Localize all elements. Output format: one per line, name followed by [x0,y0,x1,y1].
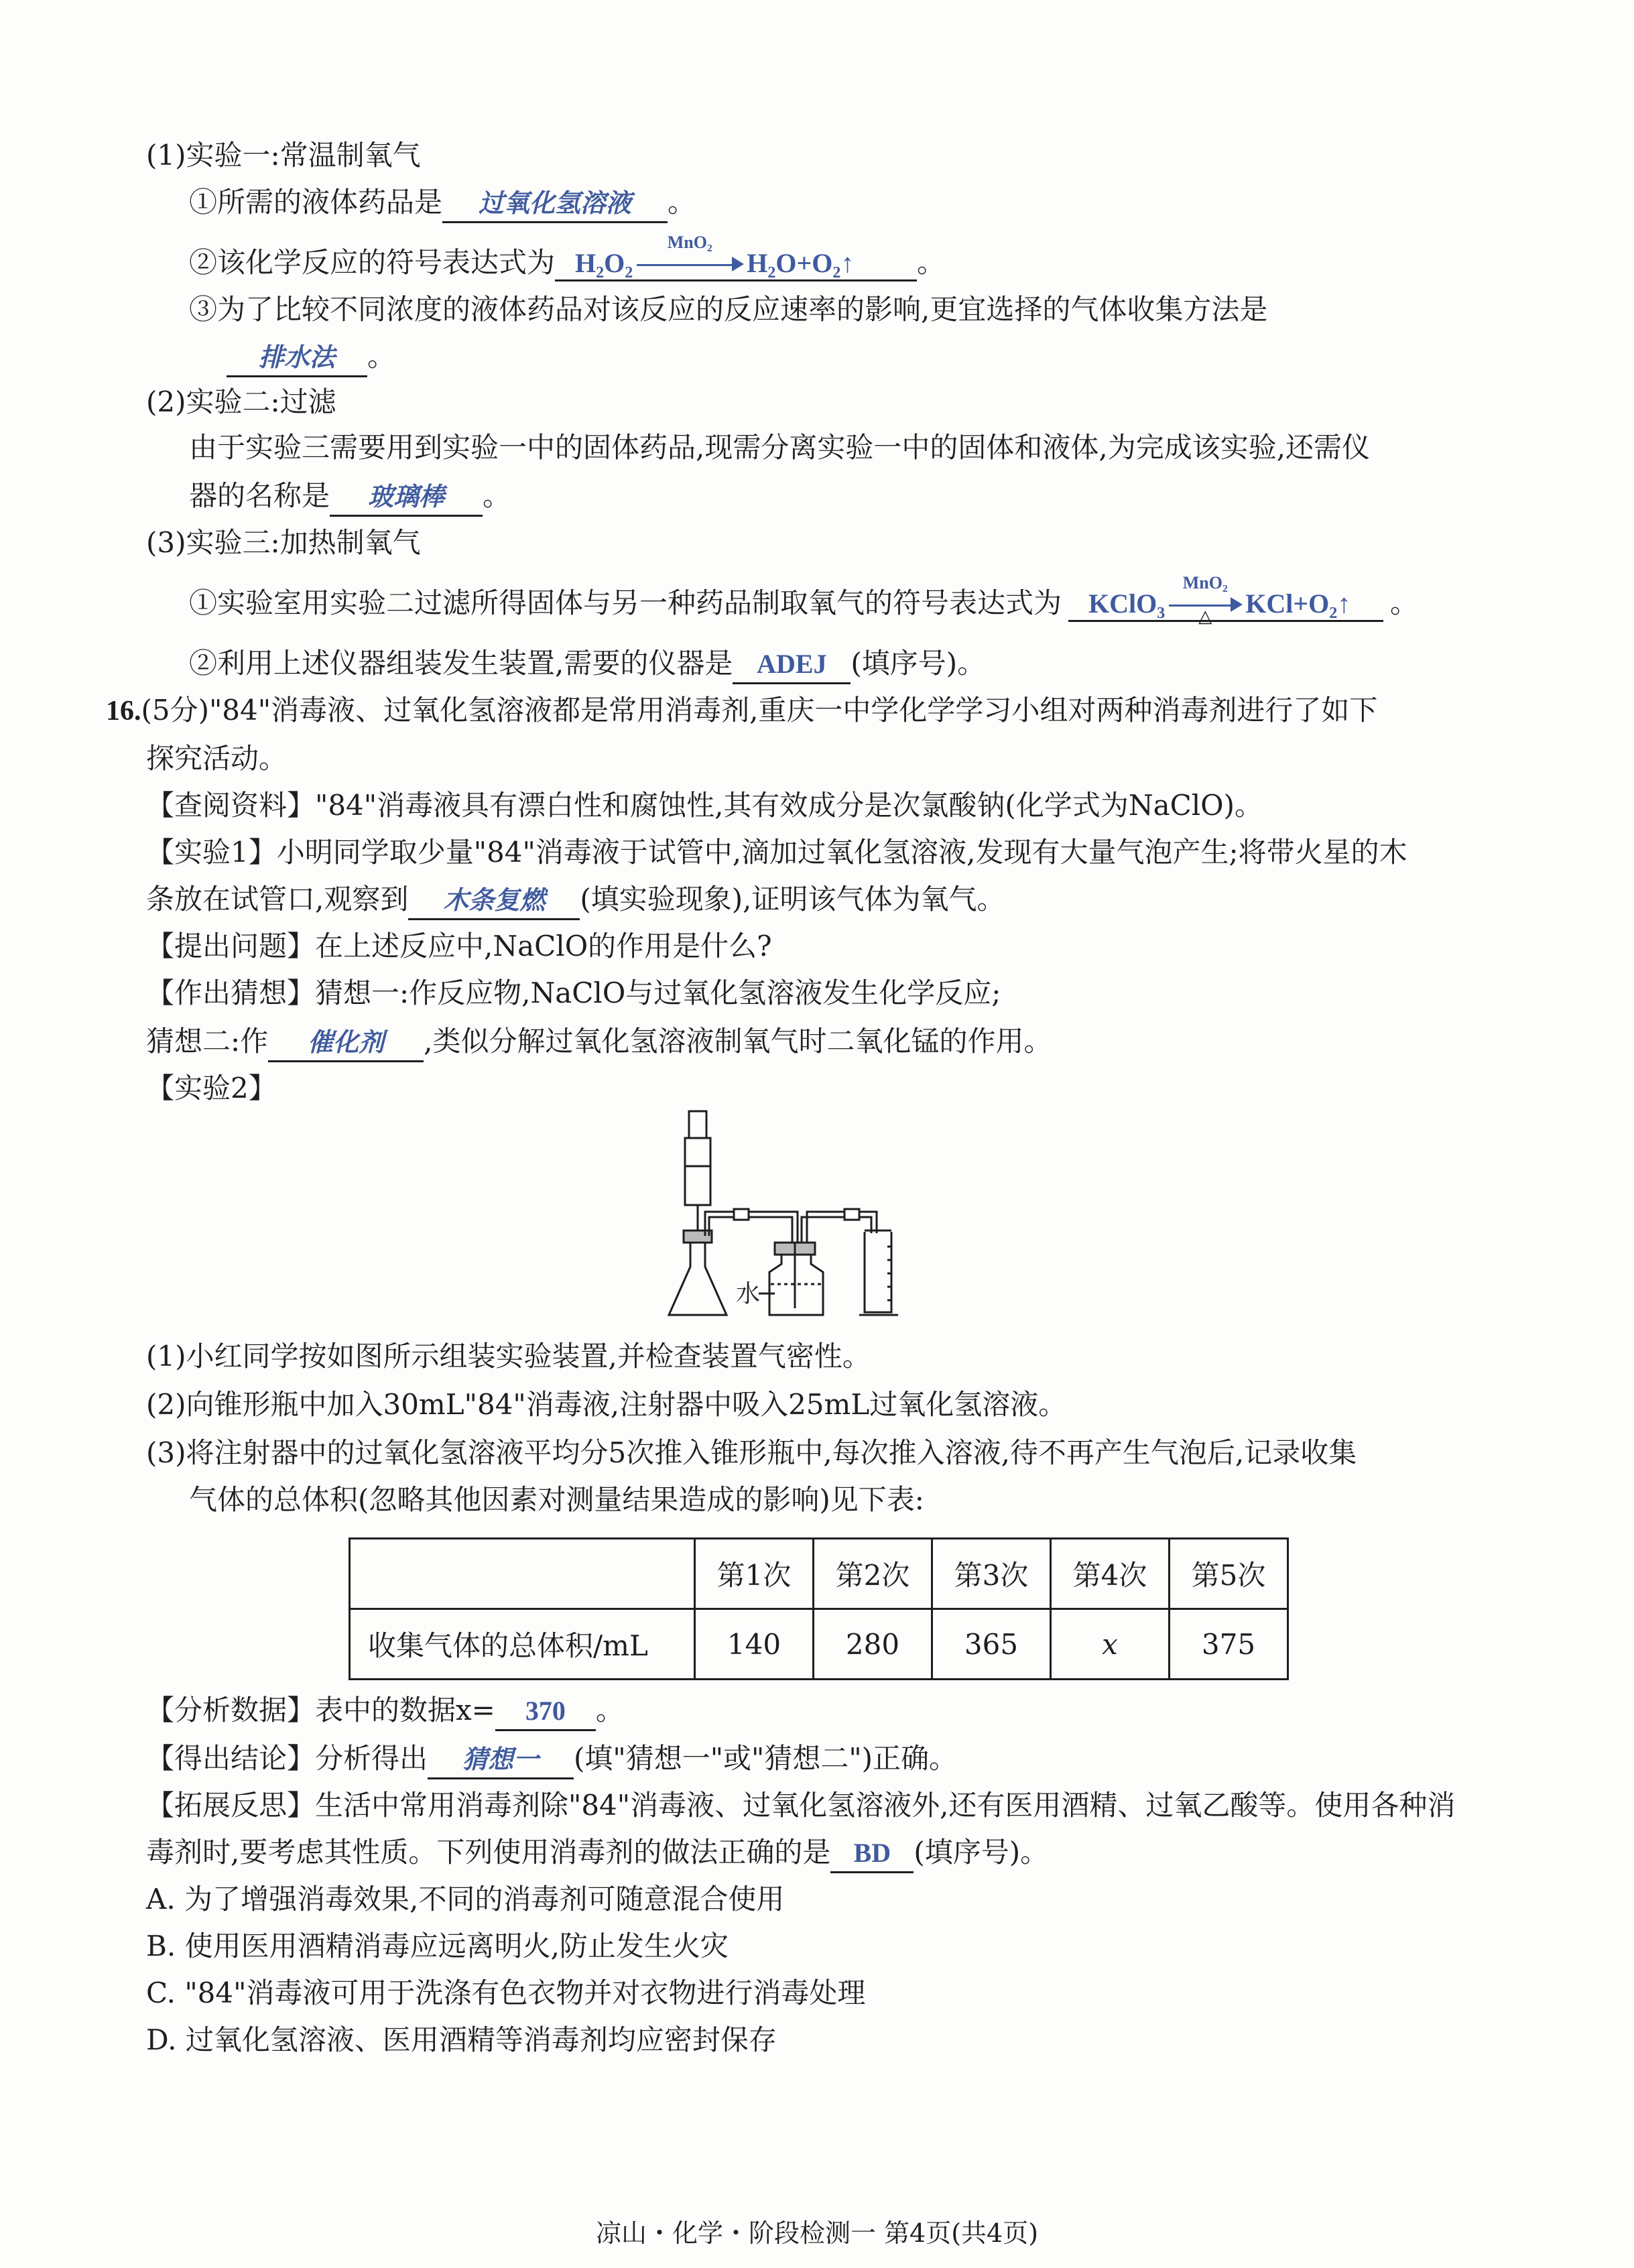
table-header-cell: 第3次 [932,1539,1051,1609]
q16-reference: 【查阅资料】"84"消毒液具有漂白性和腐蚀性,其有效成分是次氯酸钠(化学式为NaClO)。 [146,789,1263,822]
exp3-q1-equation [1068,573,1383,626]
table-header-cell: 第2次 [814,1539,932,1609]
table-cell: 375 [1170,1609,1288,1680]
period: 。 [1390,586,1419,619]
q16-reflect1: 【拓展反思】生活中常用消毒剂除"84"消毒液、过氧化氢溶液外,还有医用酒精、过氧乙酸等。使用各种消 [146,1789,1456,1822]
q16-exp1-b [146,881,1005,920]
q16-hypothesis1: 【作出猜想】猜想一:作反应物,NaClO与过氧化氢溶液发生化学反应; [146,976,1001,1009]
option-d: D. 过氧化氢溶液、医用酒精等消毒剂均应密封保存 [146,2023,777,2056]
exp2-text1: 由于实验三需要用到实验一中的固体药品,现需分离实验一中的固体和液体,为完成该实验,还需仪 [189,431,1371,464]
flask-stopper [684,1231,712,1243]
q16-step2: (2)向锥形瓶中加入30mL"84"消毒液,注射器中吸入25mL过氧化氢溶液。 [146,1388,1067,1421]
q16-hyp2-tail: ,类似分解过氧化氢溶液制氧气时二氧化锰的作用。 [424,1025,1052,1058]
q16-hypothesis2 [146,1023,1052,1062]
conical-flask [669,1243,727,1315]
q16-step1: (1)小红同学按如图所示组装实验装置,并检查装置气密性。 [146,1340,871,1373]
period: 。 [668,186,696,218]
table-header-cell [350,1539,695,1609]
table-row [350,1609,1288,1680]
exp1-title: (1)实验一:常温制氧气 [146,139,421,172]
gas-volume-table [349,1537,1289,1680]
option-c: C. "84"消毒液可用于洗涤有色衣物并对衣物进行消毒处理 [146,1976,866,2009]
exp3-q2-text: ②利用上述仪器组装发生装置,需要的仪器是 [189,647,733,680]
q16-reflect2-answer: BD [830,1834,914,1873]
period: 。 [917,246,946,279]
exp1-q3-answer-line [227,338,395,377]
table-header-row [350,1539,1288,1609]
exp3-q1 [189,573,1419,626]
exp3-q2-answer: ADEJ [733,645,851,684]
q16-intro2: 探究活动。 [146,742,288,775]
q16-reflect2-tail: (填序号)。 [914,1836,1049,1869]
q16-exp1-c: (填实验现象),证明该气体为氧气。 [580,883,1005,916]
eq-reactant: KClO₃ [1088,588,1166,619]
question-number: 16. [106,696,141,727]
apparatus-diagram [664,1099,958,1327]
eq-products: KCl+O₂↑ [1245,588,1351,619]
q16-conclusion-tail: (填"猜想一"或"猜想二")正确。 [574,1742,958,1775]
exp1-q3-answer: 排水法 [227,338,367,377]
exp2-answer: 玻璃棒 [330,477,483,517]
exp1-q2-equation [555,233,917,281]
exp1-q2 [189,233,946,281]
exp2-text2: 器的名称是 [189,479,330,512]
page-footer: 凉山・化学・阶段检测一 第4页(共4页) [595,2218,1039,2248]
q16-conclusion-answer: 猜想一 [428,1740,574,1779]
eq-arrow [1165,573,1245,626]
eq-heat: △ [1198,607,1212,626]
q16-step3-b: 气体的总体积(忽略其他因素对测量结果造成的影响)见下表: [189,1483,924,1516]
q16-conclusion [146,1740,957,1779]
table-row-label: 收集气体的总体积/mL [350,1609,695,1680]
period: 。 [483,479,511,512]
q16-exp1-answer: 木条复燃 [408,881,580,920]
q16-analysis-answer: 370 [495,1692,596,1731]
q16-exp2-title: 【实验2】 [146,1072,277,1105]
exp3-title: (3)实验三:加热制氧气 [146,526,421,559]
q16-hyp2-answer: 催化剂 [268,1023,424,1062]
q16-intro1 [106,692,1377,730]
exp2-text2-line [189,477,511,517]
q16-reflect2-text: 毒剂时,要考虑其性质。下列使用消毒剂的做法正确的是 [146,1836,831,1869]
eq-catalyst: MnO₂ [667,233,712,252]
period: 。 [595,1694,624,1726]
exp3-q1-text: ①实验室用实验二过滤所得固体与另一种药品制取氧气的符号表达式为 [189,586,1062,619]
q16-question: 【提出问题】在上述反应中,NaClO的作用是什么? [146,930,772,962]
q16-analysis [146,1692,624,1731]
q16-reflect2 [146,1834,1048,1873]
exp3-q2-suffix: (填序号)。 [851,647,986,680]
exp1-q1-answer: 过氧化氢溶液 [442,184,668,223]
q16-hyp2-text: 猜想二:作 [146,1025,269,1058]
table-cell: 365 [932,1609,1051,1680]
syringe-barrel [685,1138,710,1205]
exp1-q2-text: ②该化学反应的符号表达式为 [189,246,556,279]
exp2-title: (2)实验二:过滤 [146,385,336,418]
option-b: B. 使用医用酒精消毒应远离明火,防止发生火灾 [146,1930,729,1962]
q16-conclusion-text: 【得出结论】分析得出 [146,1742,428,1775]
table-header-cell: 第5次 [1170,1539,1288,1609]
exp3-q2 [189,645,985,684]
eq-products: H₂O+O₂↑ [747,248,855,278]
syringe-plunger [689,1111,706,1138]
eq-catalyst: MnO₂ [1182,573,1228,592]
option-a: A. 为了增强消毒效果,不同的消毒剂可随意混合使用 [146,1883,785,1915]
q16-analysis-text: 【分析数据】表中的数据x= [146,1694,495,1726]
eq-arrow [633,233,747,281]
table-cell: x [1051,1609,1170,1680]
q16-exp1-a: 【实验1】小明同学取少量"84"消毒液于试管中,滴加过氧化氢溶液,发现有大量气泡产生;将带火星的木 [146,836,1407,869]
exp1-q1-text: ①所需的液体药品是 [189,186,443,218]
exp1-q1 [189,184,696,223]
q16-intro-text: (5分)"84"消毒液、过氧化氢溶液都是常用消毒剂,重庆一中学化学学习小组对两种消毒剂进行了如下 [141,694,1378,727]
period: 。 [367,340,396,373]
table-header-cell: 第4次 [1051,1539,1170,1609]
table-cell: 280 [814,1609,932,1680]
q16-exp1-b-text: 条放在试管口,观察到 [146,883,409,916]
exp1-q3: ③为了比较不同浓度的液体药品对该反应的反应速率的影响,更宜选择的气体收集方法是 [189,293,1268,326]
water-label: 水 [736,1280,761,1308]
q16-step3-a: (3)将注射器中的过氧化氢溶液平均分5次推入锥形瓶中,每次推入溶液,待不再产生气泡后,记录收集 [146,1436,1357,1469]
eq-reactant: H₂O₂ [575,248,633,278]
table-cell: 140 [695,1609,814,1680]
table-header-cell: 第1次 [695,1539,814,1609]
